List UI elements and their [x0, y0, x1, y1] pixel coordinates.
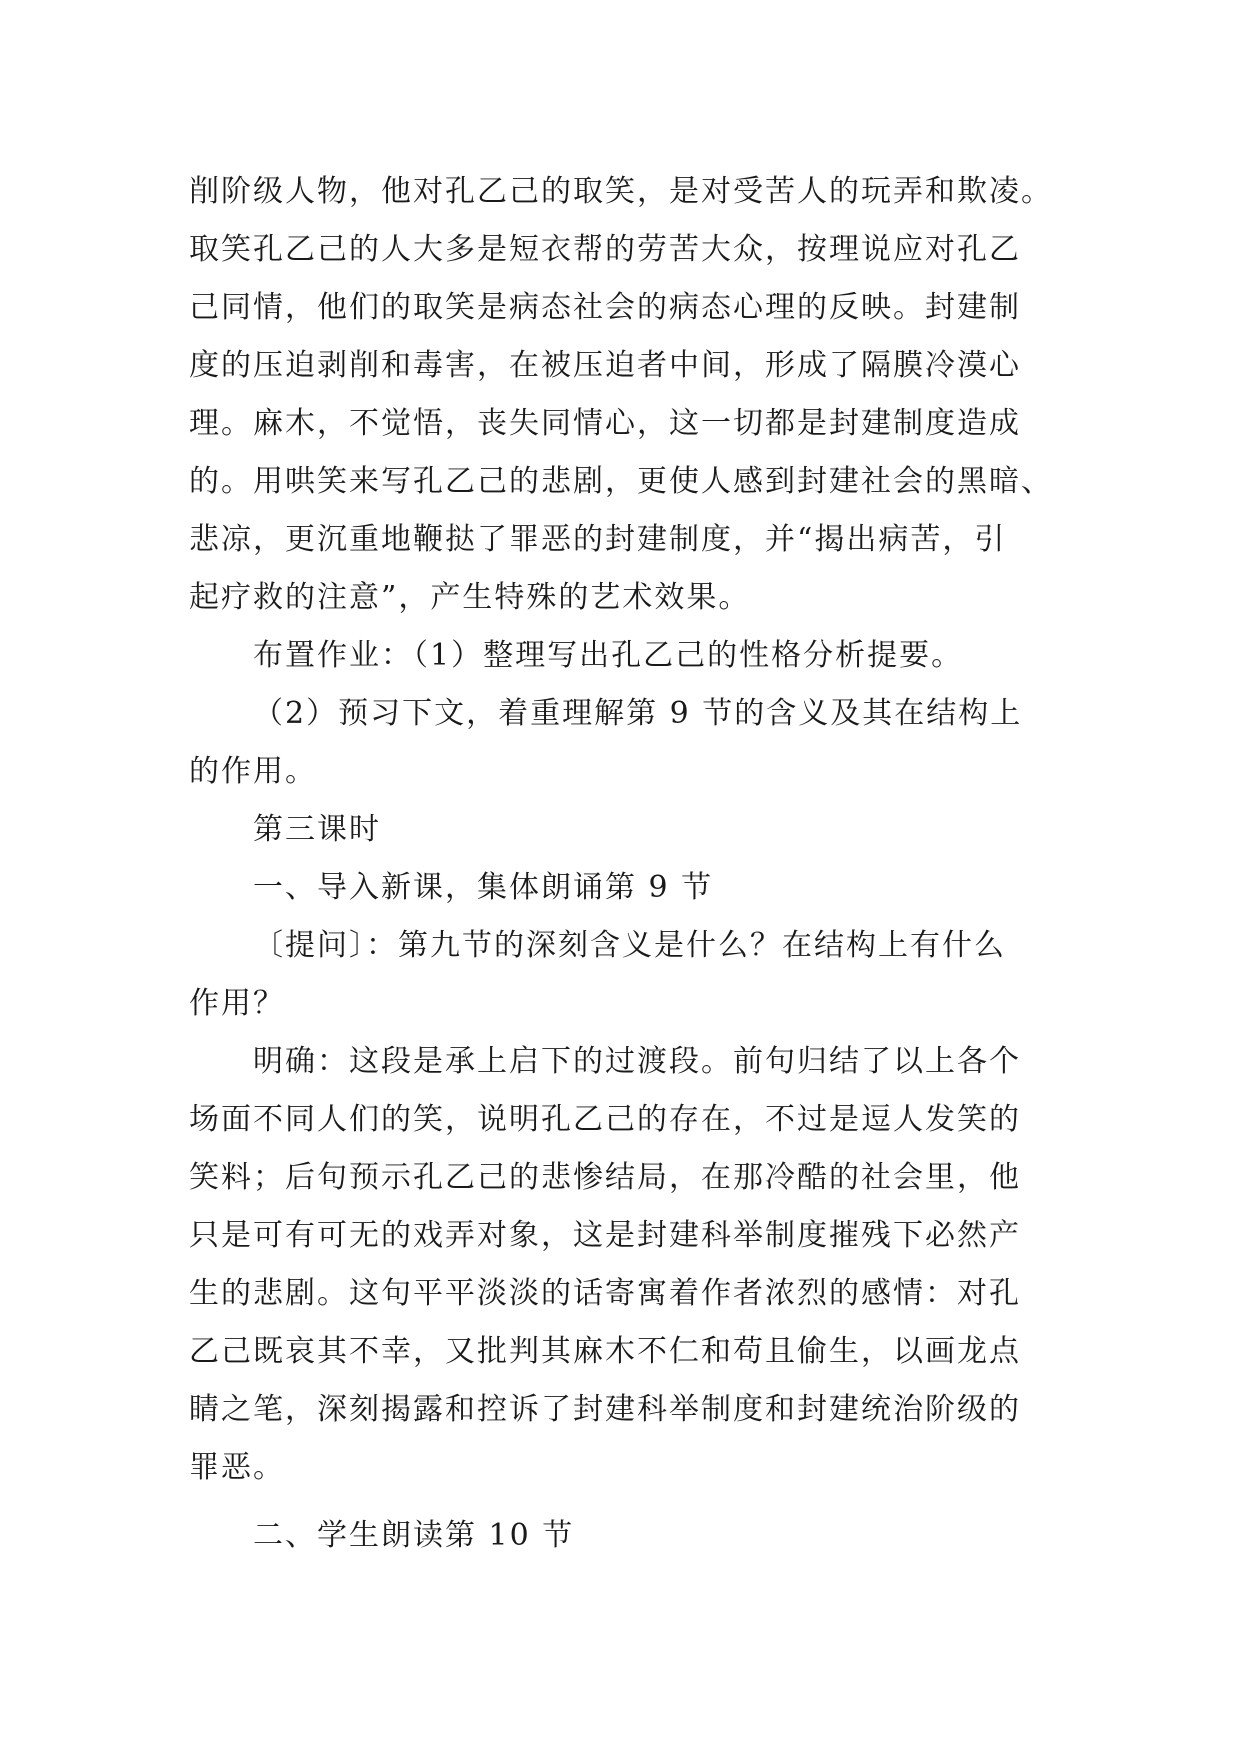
question-line: 〔提问〕：第九节的深刻含义是什么？在结构上有什么	[253, 928, 1006, 963]
text-line: 理。麻木，不觉悟，丧失同情心，这一切都是封建制度造成	[189, 406, 1021, 441]
text-line: 的作用。	[189, 754, 317, 789]
text-line: 己同情，他们的取笑是病态社会的病态心理的反映。封建制	[189, 290, 1021, 325]
text-line: 作用？	[189, 986, 285, 1021]
text-line: 取笑孔乙己的人大多是短衣帮的劳苦大众，按理说应对孔乙	[189, 232, 1021, 267]
text-line: 度的压迫剥削和毒害，在被压迫者中间，形成了隔膜冷漠心	[189, 348, 1021, 383]
subsection-heading: 一、导入新课，集体朗诵第 9 节	[253, 870, 714, 905]
text-line: 悲凉，更沉重地鞭挞了罪恶的封建制度，并“揭出病苦，引	[189, 522, 1007, 557]
answer-line: 明确：这段是承上启下的过渡段。前句归结了以上各个	[253, 1044, 1021, 1079]
subsection-heading: 二、学生朗读第 10 节	[253, 1518, 575, 1553]
text-line: 睛之笔，深刻揭露和控诉了封建科举制度和封建统治阶级的	[189, 1392, 1021, 1427]
text-line: 笑料；后句预示孔乙己的悲惨结局，在那冷酷的社会里，他	[189, 1160, 1021, 1195]
text-line: 生的悲剧。这句平平淡淡的话寄寓着作者浓烈的感情：对孔	[189, 1276, 1021, 1311]
section-heading: 第三课时	[253, 812, 381, 847]
homework-line: 布置作业：（1）整理写出孔乙己的性格分析提要。	[253, 638, 964, 673]
homework-line: （2）预习下文，着重理解第 9 节的含义及其在结构上	[253, 696, 1023, 731]
text-line: 起疗救的注意”，产生特殊的艺术效果。	[189, 580, 751, 615]
text-line: 罪恶。	[189, 1450, 285, 1485]
document-body	[189, 163, 1055, 1565]
text-line: 的。用哄笑来写孔乙己的悲剧，更使人感到封建社会的黑暗、	[189, 464, 1053, 499]
text-line: 削阶级人物，他对孔乙己的取笑，是对受苦人的玩弄和欺凌。	[189, 174, 1053, 209]
text-line: 乙己既哀其不幸，又批判其麻木不仁和苟且偷生，以画龙点	[189, 1334, 1021, 1369]
text-line: 只是可有可无的戏弄对象，这是封建科举制度摧残下必然产	[189, 1218, 1021, 1253]
text-line: 场面不同人们的笑，说明孔乙己的存在，不过是逗人发笑的	[189, 1102, 1021, 1137]
